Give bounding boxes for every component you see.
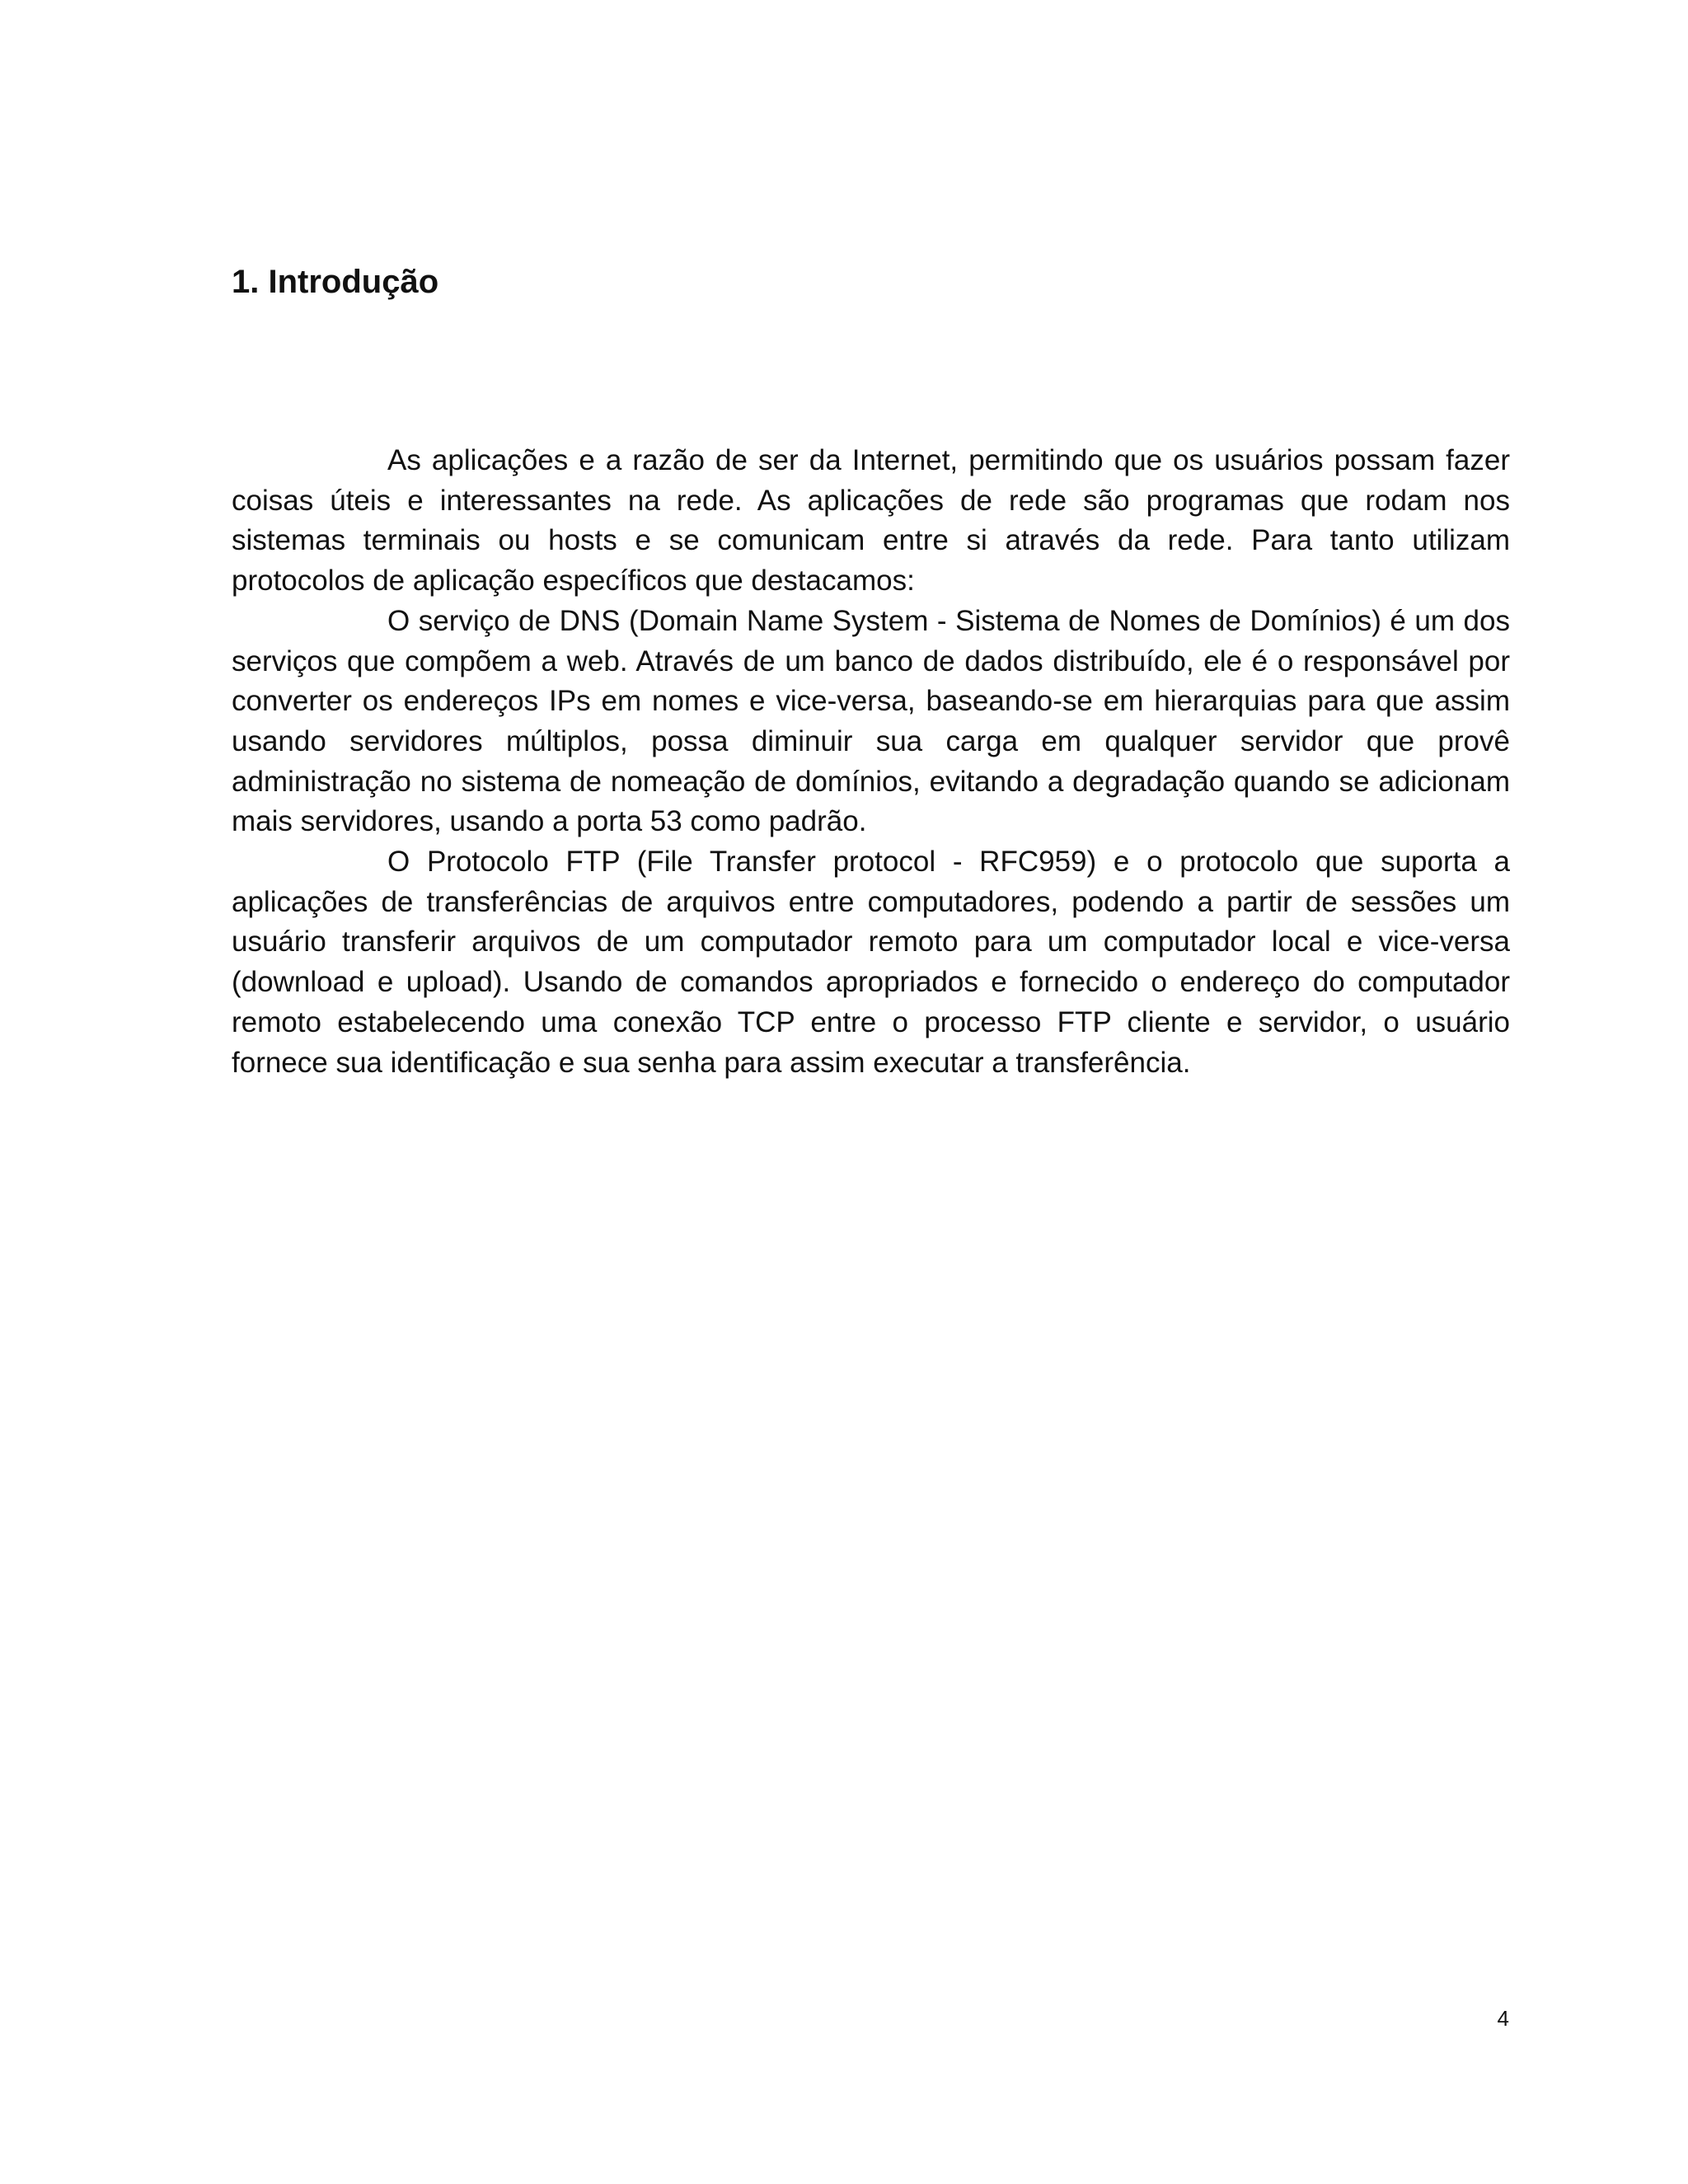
paragraph-intro: As aplicações e a razão de ser da Internet, permitindo que os usuários possam fazer coisas úteis e interessantes na rede. As aplicações de rede são programas que rodam nos sistemas terminais ou hosts e se comunicam entre si através da rede. Para tanto utilizam protocolos de aplicação específicos que destacamos: [232, 444, 1510, 598]
section-heading: 1. Introdução [232, 264, 439, 300]
paragraph-ftp: O Protocolo FTP (File Transfer protocol - RFC959) e o protocolo que suporta a aplicações de transferências de arquivos entre computadores, podendo a partir de sessões um usuário transferir arquivos de um computador remoto para um computador local e vice-versa (download e upload). Usando de comandos apropriados e fornecido o endereço do computador remoto estabelecendo uma conexão TCP entre o processo FTP cliente e servidor, o usuário fornece sua identificação e sua senha para assim executar a transferência. [232, 846, 1510, 1079]
paragraph-dns: O serviço de DNS (Domain Name System - Sistema de Nomes de Domínios) é um dos serviços que compõem a web. Através de um banco de dados distribuído, ele é o responsável por converter os endereços IPs em nomes e vice-versa, baseando-se em hierarquias para que assim usando servidores múltiplos, possa diminuir sua carga em qualquer servidor que provê administração no sistema de nomeação de domínios, evitando a degradação quando se adicionam mais servidores, usando a porta 53 como padrão. [232, 604, 1510, 838]
page-number: 4 [1497, 2006, 1509, 2031]
body-text [232, 441, 1510, 1083]
